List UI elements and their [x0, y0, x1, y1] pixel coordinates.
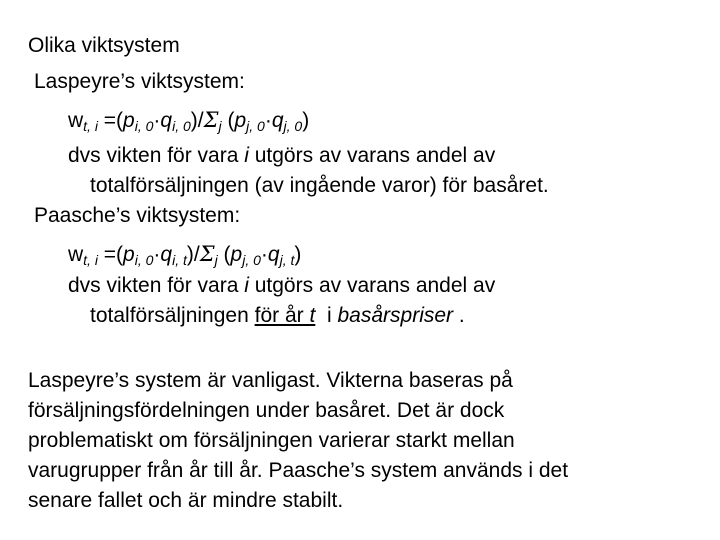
paasche-formula: [68, 240, 301, 269]
formula-price: p: [234, 109, 247, 132]
laspeyre-description-line2: totalförsäljningen (av ingående varor) för basåret.: [90, 174, 549, 197]
desc-italic-text: basårspriser: [337, 304, 454, 327]
formula-quantity: q: [271, 109, 284, 132]
formula-weight: w: [68, 243, 84, 266]
formula-dot: ·: [260, 243, 268, 266]
formula-quantity: q: [160, 109, 173, 132]
paragraph-line: Laspeyre’s system är vanligast. Vikterna baseras på: [28, 369, 513, 392]
laspeyre-heading: Laspeyre’s viktsystem:: [34, 70, 245, 93]
formula-price: p: [230, 243, 243, 266]
paasche-description: [68, 272, 495, 300]
formula-quantity-subscript: j, t: [279, 252, 295, 268]
paragraph-line: problematiskt om försäljningen varierar starkt mellan: [28, 429, 515, 452]
formula-quantity: q: [160, 243, 173, 266]
formula-price-subscript: i, 0: [134, 118, 154, 134]
formula-equals: =(: [97, 109, 124, 132]
underlined-year-phrase: [255, 304, 316, 327]
sigma-symbol: Σ: [199, 242, 215, 266]
desc-text: utgörs av varans andel av: [248, 274, 496, 297]
formula-weight: w: [68, 109, 84, 132]
formula-price-subscript: i, 0: [134, 252, 154, 268]
formula-dot: ·: [153, 109, 161, 132]
formula-divide: )/: [186, 243, 200, 266]
desc-text: i: [315, 304, 338, 327]
sigma-subscript: j: [218, 118, 222, 134]
formula-price-subscript: j, 0: [242, 252, 261, 268]
paragraph-line: varugrupper från år till år. Paasche’s system används i det: [28, 459, 569, 482]
desc-text: dvs vikten för vara: [68, 144, 245, 167]
formula-open-paren: (: [221, 109, 235, 132]
formula-equals: =(: [97, 243, 124, 266]
formula-dot: ·: [264, 109, 272, 132]
formula-price-subscript: j, 0: [246, 118, 265, 134]
sigma-symbol: Σ: [203, 108, 219, 132]
sigma-subscript: j: [214, 252, 218, 268]
formula-price: p: [123, 243, 135, 266]
desc-variable-t: t: [309, 304, 316, 327]
paasche-heading: Paasche’s viktsystem:: [34, 204, 241, 227]
formula-quantity-subscript: j, 0: [283, 118, 303, 134]
formula-weight-subscript: t, i: [83, 252, 98, 268]
desc-variable: i: [244, 274, 249, 297]
desc-text: totalförsäljningen: [90, 304, 255, 327]
formula-open-paren: (: [217, 243, 231, 266]
laspeyre-description: [68, 142, 495, 170]
desc-variable: i: [244, 144, 249, 167]
paragraph-line: senare fallet och är mindre stabilt.: [28, 489, 344, 512]
slide-title: Olika viktsystem: [28, 34, 180, 57]
formula-divide: )/: [190, 109, 204, 132]
formula-quantity-subscript: i, t: [172, 252, 187, 268]
paragraph-line: försäljningsfördelningen under basåret. Det är dock: [28, 399, 505, 422]
paasche-description-line2: [90, 302, 465, 330]
formula-price: p: [123, 109, 135, 132]
formula-close-paren: ): [302, 109, 310, 132]
formula-dot: ·: [153, 243, 161, 266]
formula-close-paren: ): [294, 243, 302, 266]
formula-quantity: q: [267, 243, 280, 266]
desc-text: dvs vikten för vara: [68, 274, 245, 297]
formula-weight-subscript: t, i: [83, 118, 98, 134]
formula-quantity-subscript: i, 0: [172, 118, 191, 134]
laspeyre-formula: [68, 106, 309, 135]
desc-text: .: [453, 304, 465, 327]
summary-paragraph: [28, 366, 698, 516]
desc-underlined-text: för år: [254, 304, 310, 327]
desc-text: utgörs av varans andel av: [248, 144, 496, 167]
